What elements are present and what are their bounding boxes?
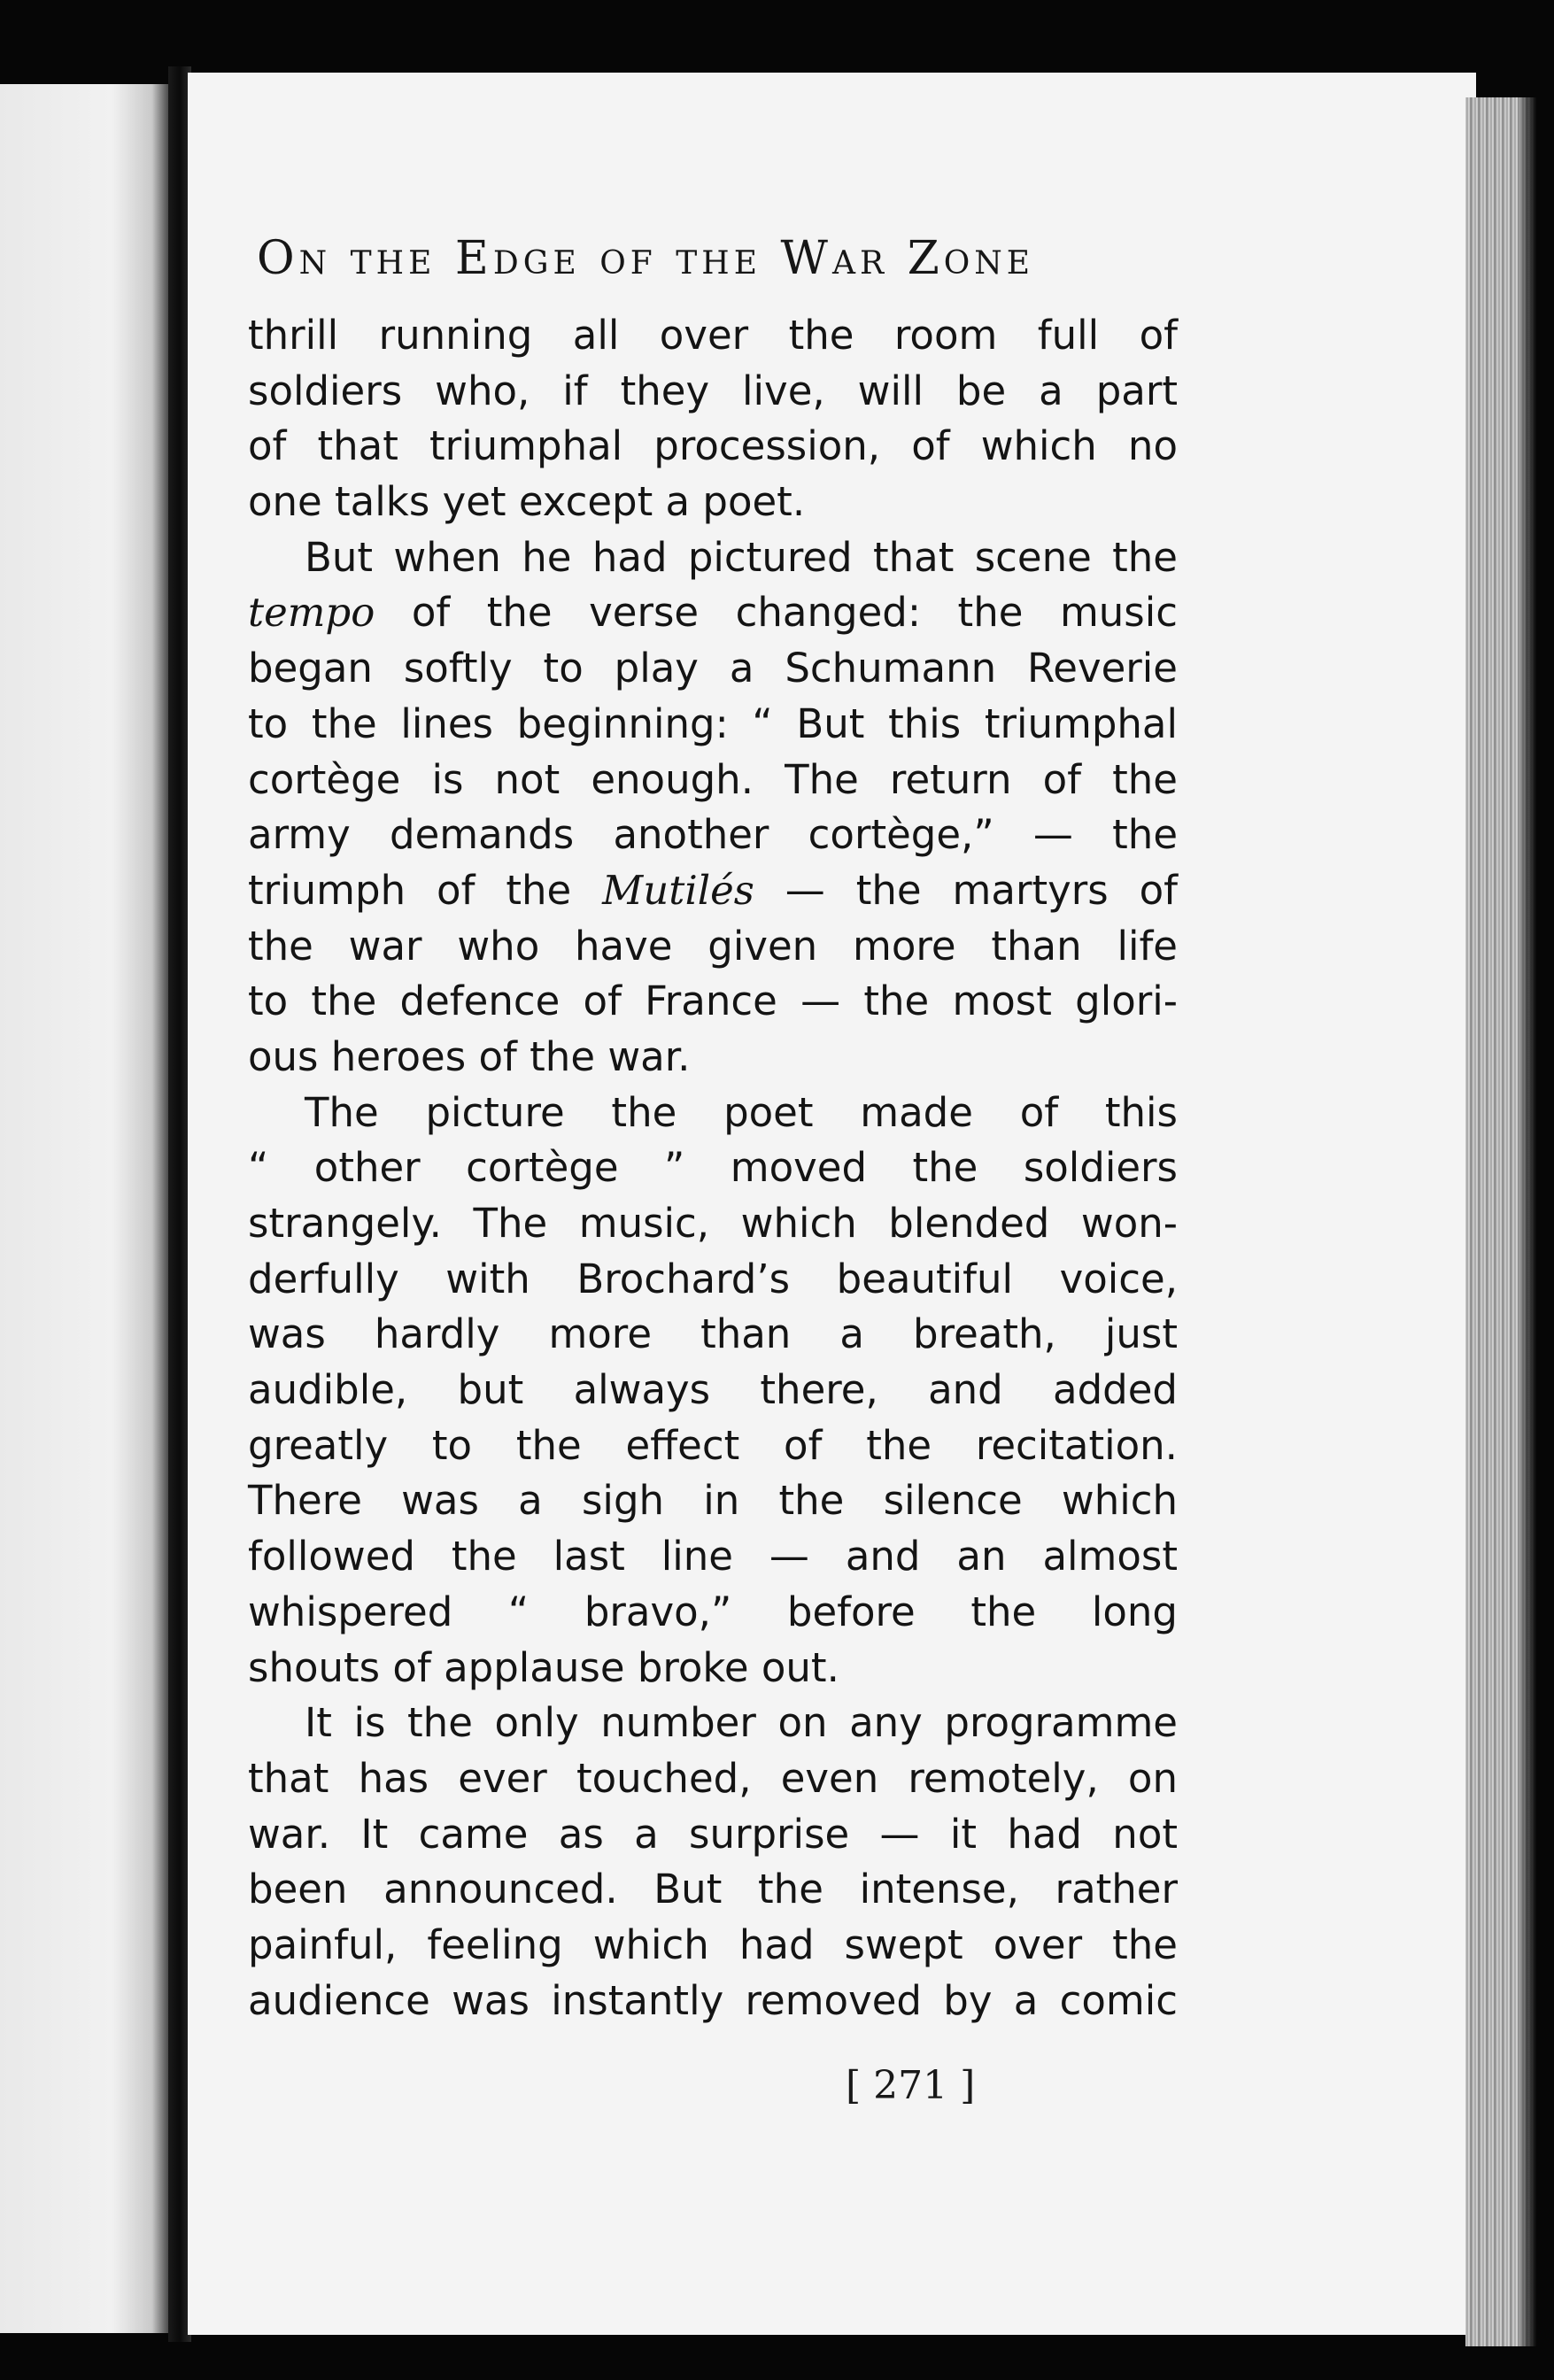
text-line: soldiers who, if they live, will be a part [248,367,1178,414]
text-line: of that triumphal procession, of which no [248,422,1178,470]
text-line: followed the last line — and an almost [248,1533,1178,1580]
text-line: The picture the poet made of this [305,1088,1178,1136]
page-number-value: 271 [873,2063,948,2108]
body-text [248,308,1178,2028]
text-line: one talks yet except a poet. [248,478,806,526]
text-line: the war who have given more than life [248,922,1178,970]
italic-word: tempo [248,589,375,637]
text-line: cortège is not enough. The return of the [248,755,1178,803]
text-line: “ other cortège ” moved the soldiers [248,1144,1178,1192]
text-line: triumph of the Mutilés — the martyrs of [248,866,1178,914]
text-line: whispered “ bravo,” before the long [248,1588,1178,1635]
text-line: been announced. But the intense, rather [248,1866,1178,1913]
text-line: It is the only number on any programme [305,1699,1178,1747]
text-line: derfully with Brochard’s beautiful voice, [248,1255,1178,1302]
bracket-open: [ [846,2063,862,2108]
text-line: But when he had pictured that scene the [305,533,1178,581]
text-line: army demands another cortège,” — the [248,811,1178,859]
bracket-close: ] [960,2063,976,2108]
text-line: strangely. The music, which blended won- [248,1200,1178,1247]
text-line: to the defence of France — the most glori- [248,978,1178,1025]
running-head: On the Edge of the War Zone [257,232,1035,285]
text-line: shouts of applause broke out. [248,1643,839,1691]
text-line: There was a sigh in the silence which [248,1477,1178,1525]
text-line: greatly to the effect of the recitation. [248,1421,1178,1469]
text-line: audience was instantly removed by a comic [248,1976,1178,2024]
italic-word: Mutilés [602,866,754,914]
page-number [846,2063,975,2108]
text-line: ous heroes of the war. [248,1032,691,1080]
text-line: to the lines beginning: “ But this triumphal [248,699,1178,747]
text-line: audible, but always there, and added [248,1366,1178,1414]
text-line: tempo of the verse changed: the music [248,589,1178,637]
text-line: thrill running all over the room full of [248,312,1178,359]
text-line: war. It came as a surprise — it had not [248,1810,1178,1858]
page-edges [1465,97,1536,2346]
text-line: that has ever touched, even remotely, on [248,1754,1178,1802]
left-page-margin [0,84,173,2333]
text-line: was hardly more than a breath, just [248,1310,1178,1358]
text-line: painful, feeling which had swept over the [248,1920,1178,1968]
text-line: began softly to play a Schumann Reverie [248,645,1178,692]
